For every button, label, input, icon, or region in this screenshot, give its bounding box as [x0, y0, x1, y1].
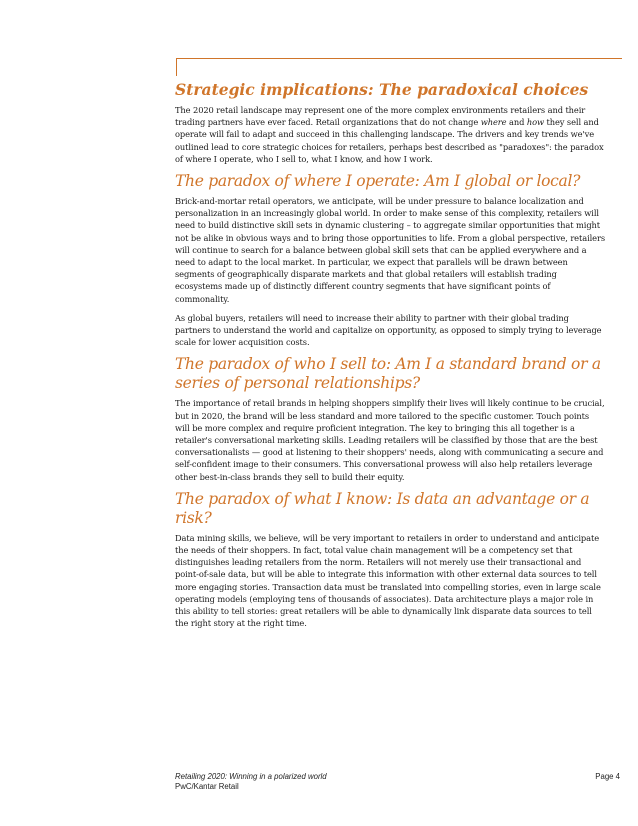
top-rule: [176, 58, 622, 59]
page-footer: [175, 772, 620, 792]
section-where-paragraph-1: Brick-and-mortar retail operators, we anticipate, will be under pressure to balance localization and personalization in an increasingly global world. In order to make sense of this complexity, retailers will need to build distinctive skill sets in dynamic clustering – to aggregate similar opportunities that might not be alike in obvious ways and to bring those opportunities to life. From a global perspective, retailers will continue to search for a balance between global skill sets that can be applied everywhere and a need to adapt to the local market. In particular, we expect that parallels will be drawn between segments of geographically disparate markets and that global retailers will establish trading ecosystems made up of distinctly different country segments that have significant points of commonality.: [175, 196, 606, 304]
intro-emphasis-where: where: [480, 117, 507, 128]
page-number: Page 4: [595, 772, 620, 781]
intro-text-2: and: [506, 117, 527, 128]
footer-publisher: PwC/Kantar Retail: [175, 782, 239, 791]
section-who-paragraph-1: The importance of retail brands in helping shoppers simplify their lives will likely continue to be crucial, but in 2020, the brand will be less standard and more tailored to the specific customer. Touch points will be more complex and require proficient integration. The key to bringing this all together is a retailer's conversational marketing skills. Leading retailers will be classified by those that are the best conversationalists — good at listening to their shoppers' needs, along with communicating a secure and self-confident image to their consumers. This conversational prowess will also help retailers leverage other best-in-class brands they sell to build their equity.: [175, 398, 605, 482]
page-title: Strategic implications: The paradoxical choices: [175, 80, 589, 99]
section-where-paragraph-2: As global buyers, retailers will need to increase their ability to partner with their global trading partners to understand the world and capitalize on opportunity, as opposed to simply trying to leverage scale for lower acquisition costs.: [175, 312, 602, 348]
intro-text-1: The 2020 retail landscape may represent one of the more complex environments retailers and their trading partners have ever faced. Retail organizations that do not change: [175, 105, 586, 128]
corner-rule: [176, 58, 177, 76]
footer-document-title: Retailing 2020: Winning in a polarized world: [175, 772, 327, 781]
intro-text-3: they sell and operate will fail to adapt and succeed in this challenging landscape. The drivers and key trends we've outlined lead to core strategic choices for retailers, perhaps best described as "paradoxes": the paradox of where I operate, who I sell to, what I know, and how I work.: [175, 117, 604, 164]
section-heading-who: The paradox of who I sell to: Am I a standard brand or a series of personal relationships?: [175, 355, 601, 393]
section-what-paragraph-1: Data mining skills, we believe, will be very important to retailers in order to understand and anticipate the needs of their shoppers. In fact, total value chain management will be a competency set that distinguishes leading retailers from the norm. Retailers will not merely use their transactional and point-of-sale data, but will be able to integrate this information with other external data sources to tell more engaging stories. Transaction data must be translated into compelling stories, even in large scale operating models (employing tens of thousands of associates). Data architecture plays a major role in this ability to tell stories: great retailers will be able to dynamically link disparate data sources to tell the right story at the right time.: [175, 532, 601, 629]
intro-emphasis-how: how: [526, 117, 544, 128]
section-heading-what: The paradox of what I know: Is data an advantage or a risk?: [175, 489, 590, 527]
page-content: [175, 80, 605, 637]
section-heading-where: The paradox of where I operate: Am I global or local?: [175, 172, 581, 191]
intro-paragraph: [175, 104, 605, 165]
